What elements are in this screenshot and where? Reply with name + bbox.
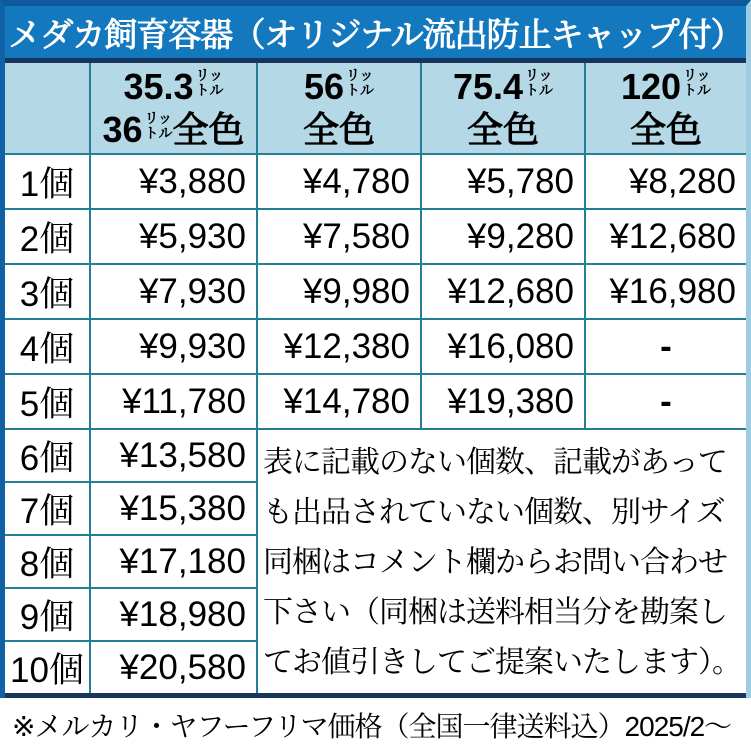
all-colors-label: 全色: [172, 109, 245, 150]
qty-cell: 6個: [5, 430, 89, 481]
header-cell-size-56: [258, 63, 420, 153]
size-value: 120: [620, 65, 682, 107]
liter-unit: リッ トル: [525, 66, 554, 98]
all-colors-label: 全色: [302, 109, 375, 150]
liter-unit: リッ トル: [195, 66, 224, 98]
qty-cell: 3個: [5, 265, 89, 318]
qty-cell: 5個: [5, 375, 89, 428]
qty-cell: 7個: [5, 483, 89, 534]
all-colors-label: 全色: [466, 109, 539, 150]
footer-text: ※メルカリ・ヤフーフリマ価格（全国一律送料込）2025/2～: [12, 710, 732, 742]
price-cell: ¥9,980: [258, 265, 420, 318]
price-cell: ¥14,780: [258, 375, 420, 428]
price-cell: ¥9,930: [91, 320, 256, 373]
liter-unit: リッ トル: [346, 66, 375, 98]
liter-unit: リッ トル: [683, 66, 712, 98]
price-table: [5, 63, 746, 698]
price-cell: ¥5,780: [422, 155, 584, 208]
price-cell: ¥20,580: [91, 642, 256, 693]
price-cell: ¥12,380: [258, 320, 420, 373]
size-value: 56: [303, 65, 345, 107]
qty-cell: 4個: [5, 320, 89, 373]
footer-note: [0, 698, 751, 751]
all-colors-label: 全色: [629, 109, 702, 150]
qty-cell: 2個: [5, 210, 89, 263]
price-cell: ¥17,180: [91, 536, 256, 587]
price-cell: ¥19,380: [422, 375, 584, 428]
qty-cell: 1個: [5, 155, 89, 208]
price-cell: ¥12,680: [422, 265, 584, 318]
no-offer-cell: -: [586, 320, 746, 373]
price-cell: ¥7,930: [91, 265, 256, 318]
price-cell: ¥11,780: [91, 375, 256, 428]
price-cell: ¥4,780: [258, 155, 420, 208]
price-cell: ¥16,980: [586, 265, 746, 318]
size-value: 75.4: [452, 65, 524, 107]
header-cell-empty: [5, 63, 89, 153]
liter-unit: リッ トル: [144, 110, 173, 141]
no-offer-cell: -: [586, 375, 746, 428]
price-cell: ¥3,880: [91, 155, 256, 208]
qty-cell: 10個: [5, 642, 89, 693]
title-bar: [5, 6, 746, 63]
page-title: メダカ飼育容器（オリジナル流出防止キャップ付）: [8, 15, 743, 53]
price-cell: ¥18,980: [91, 589, 256, 640]
qty-cell: 9個: [5, 589, 89, 640]
price-cell: ¥5,930: [91, 210, 256, 263]
size-value: 36: [102, 109, 143, 150]
price-cell: ¥9,280: [422, 210, 584, 263]
price-cell: ¥7,580: [258, 210, 420, 263]
header-cell-size-120: [586, 63, 746, 153]
price-cell: ¥12,680: [586, 210, 746, 263]
price-cell: ¥15,380: [91, 483, 256, 534]
header-cell-size-75: [422, 63, 584, 153]
price-cell: ¥13,580: [91, 430, 256, 481]
price-cell: ¥16,080: [422, 320, 584, 373]
qty-cell: 8個: [5, 536, 89, 587]
header-cell-size-35: [91, 63, 256, 153]
size-value: 35.3: [123, 65, 194, 107]
price-cell: ¥8,280: [586, 155, 746, 208]
note-cell: 表に記載のない個数、記載があっても出品されていない個数、別サイズ同梱はコメント欄からお問い合わせ下さい（同梱は送料相当分を勘案してお値引きしてご提案いたします）。: [258, 430, 746, 693]
